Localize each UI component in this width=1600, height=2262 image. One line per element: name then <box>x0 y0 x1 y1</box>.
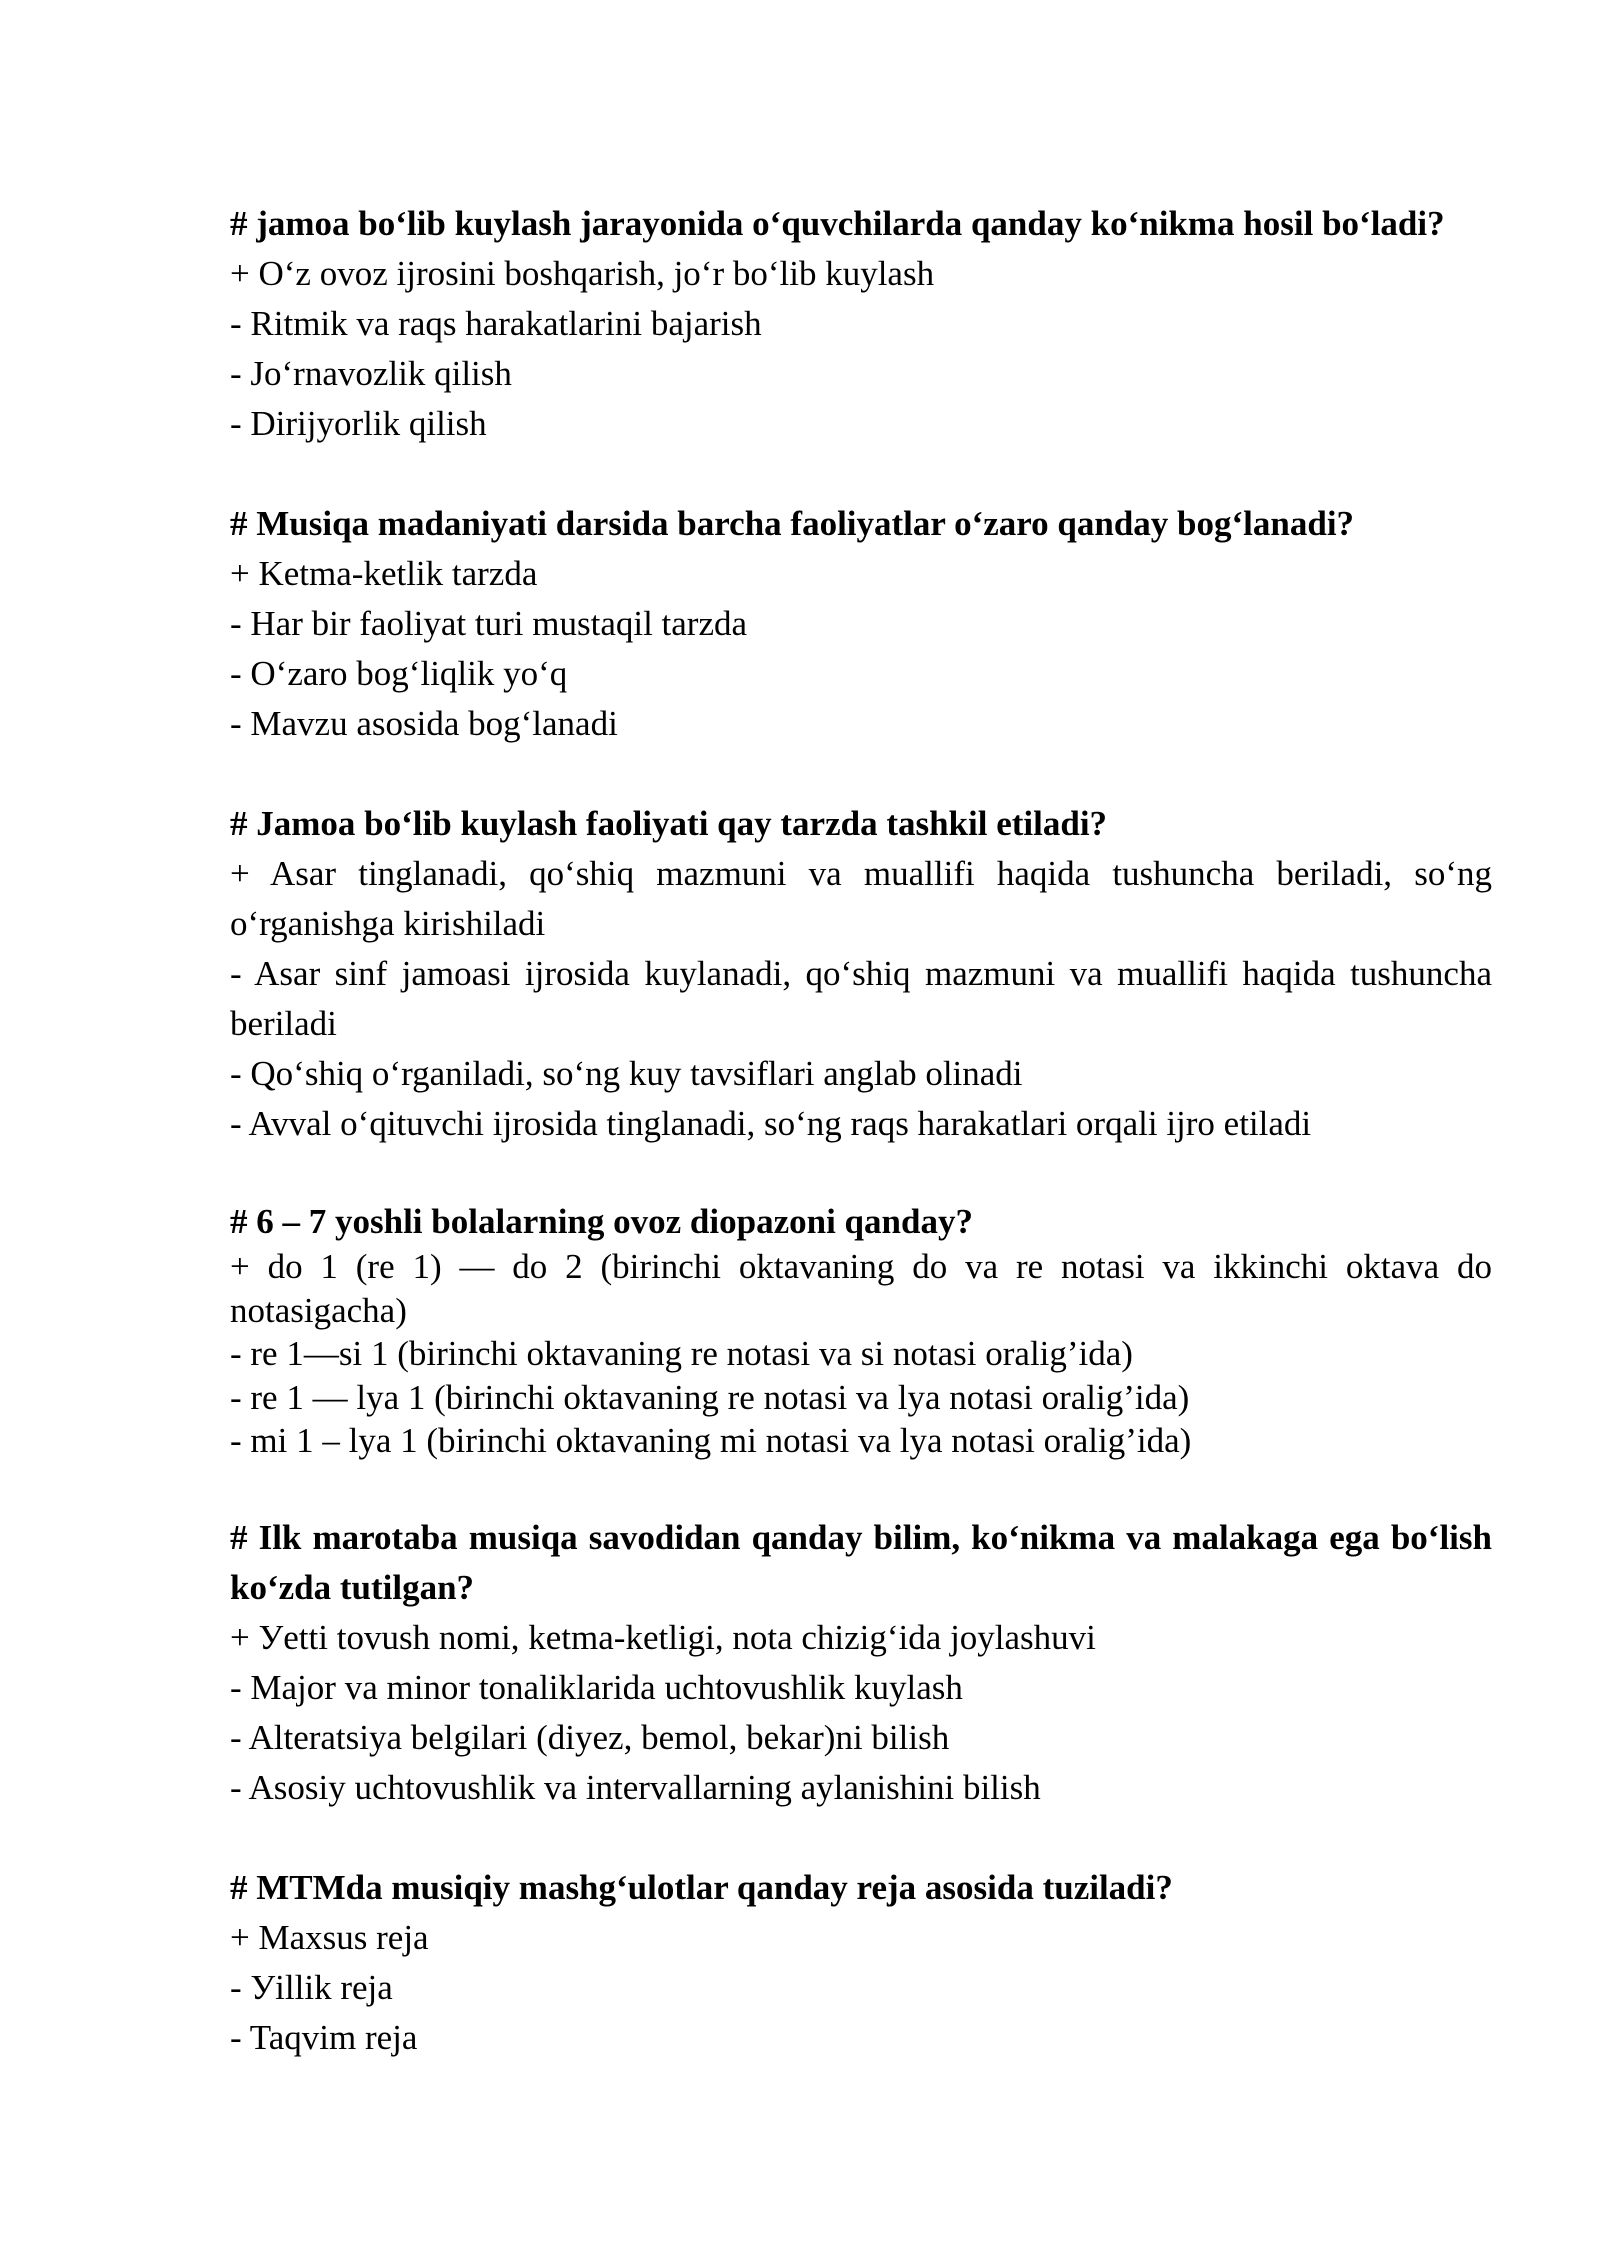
question-block-4 <box>230 1199 1492 1463</box>
answer-option: - Qo‘shiq o‘rganiladi, so‘ng kuy tavsiflari anglab olinadi <box>230 1054 1023 1093</box>
answer-option: - Asar sinf jamoasi ijrosida kuylanadi, qo‘shiq mazmuni va muallifi haqida tushuncha beriladi <box>230 954 1492 1043</box>
question-text: # MTMda musiqiy mashg‘ulotlar qanday reja asosida tuziladi? <box>230 1867 1173 1907</box>
question-block-3 <box>230 799 1492 1149</box>
answer-option: + do 1 (re 1) — do 2 (birinchi oktavaning do va re notasi va ikkinchi oktava do notasigacha) <box>230 1247 1492 1330</box>
answer-option: - mi 1 – lya 1 (birinchi oktavaning mi notasi va lya notasi oralig’ida) <box>230 1421 1192 1460</box>
answer-option: - re 1 — lya 1 (birinchi oktavaning re notasi va lya notasi oralig’ida) <box>230 1377 1190 1417</box>
document-page <box>230 199 1492 2113</box>
answer-option: + O‘z ovoz ijrosini boshqarish, jo‘r bo‘lib kuylash <box>230 254 935 293</box>
question-text: # 6 – 7 yoshli bolalarning ovoz diopazoni qanday? <box>230 1202 973 1241</box>
question-text: # Jamoa bo‘lib kuylash faoliyati qay tarzda tashkil etiladi? <box>230 804 1108 843</box>
answer-option: - Dirijyorlik qilish <box>230 404 487 443</box>
question-block-2 <box>230 499 1492 749</box>
answer-option: - Har bir faoliyat turi mustaqil tarzda <box>230 604 748 643</box>
answer-option: - Mavzu asosida bog‘lanadi <box>230 704 618 743</box>
answer-option: + Ketma-ketlik tarzda <box>230 554 538 593</box>
answer-option: - Ritmik va raqs harakatlarini bajarish <box>230 304 762 343</box>
question-block-5 <box>230 1513 1492 1813</box>
question-block-1 <box>230 199 1492 449</box>
answer-option: - Avval o‘qituvchi ijrosida tinglanadi, so‘ng raqs harakatlari orqali ijro etiladi <box>230 1104 1312 1143</box>
answer-option: - re 1—si 1 (birinchi oktavaning re notasi va si notasi oralig’ida) <box>230 1334 1133 1373</box>
answer-option: - Alteratsiya belgilari (diyez, bemol, bekar)ni bilish <box>230 1717 950 1757</box>
question-text: # Ilk marotaba musiqa savodidan qanday bilim, ko‘nikma va malakaga ega bo‘lish ko‘zda tutilgan? <box>230 1517 1492 1607</box>
answer-option: - O‘zaro bog‘liqlik yo‘q <box>230 654 568 693</box>
answer-option: - Major va minor tonaliklarida uchtovushlik kuylash <box>230 1667 963 1707</box>
answer-option: - Taqvim reja <box>230 2017 418 2057</box>
answer-option: + Asar tinglanadi, qo‘shiq mazmuni va muallifi haqida tushuncha beriladi, so‘ng o‘rganishga kirishiladi <box>230 854 1492 943</box>
answer-option: - Asosiy uchtovushlik va intervallarning aylanishini bilish <box>230 1767 1041 1807</box>
question-text: # jamoa bo‘lib kuylash jarayonida o‘quvchilarda qanday ko‘nikma hosil bo‘ladi? <box>230 204 1445 243</box>
question-text: # Musiqa madaniyati darsida barcha faoliyatlar o‘zaro qanday bog‘lanadi? <box>230 504 1355 543</box>
answer-option: + Maxsus reja <box>230 1917 429 1957</box>
answer-option: - Jo‘rnavozlik qilish <box>230 354 512 393</box>
answer-option: - Уillik reja <box>230 1967 393 2007</box>
answer-option: + Уetti tovush nomi, ketma-ketligi, nota chizig‘ida joylashuvi <box>230 1617 1096 1657</box>
question-block-6 <box>230 1863 1492 2063</box>
